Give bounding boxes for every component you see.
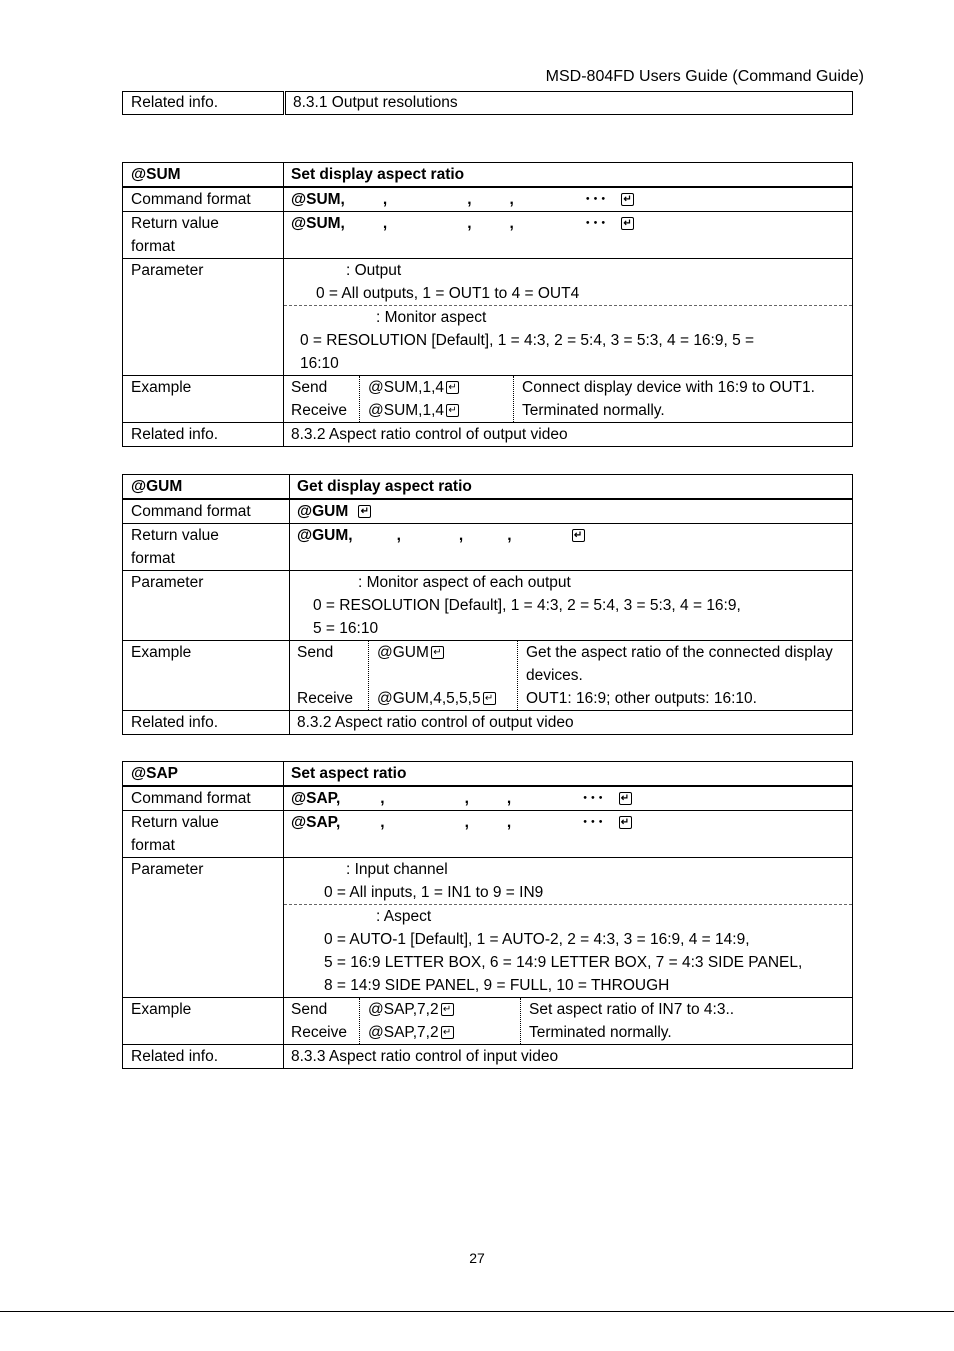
example-label: Example — [123, 998, 284, 1045]
sum-command-table — [122, 162, 853, 447]
return-format: @SUM, , , , ･･･ ↵ — [284, 212, 853, 259]
return-key-icon: ↵ — [572, 529, 585, 542]
parameter-label: Parameter — [123, 858, 284, 998]
command-name: @SUM — [123, 163, 284, 188]
command-format-label: Command format — [123, 499, 290, 524]
return-key-icon: ↵ — [358, 505, 371, 518]
top-related-table — [122, 91, 853, 115]
sap-command-table — [122, 761, 853, 1069]
return-key-icon: ↵ — [441, 1003, 454, 1016]
return-key-icon: ↵ — [446, 381, 459, 394]
footer-rule — [0, 1311, 954, 1312]
gum-command-table — [122, 474, 853, 735]
parameter-desc: : Monitor aspect of each output 0 = RESOLUTION [Default], 1 = 4:3, 2 = 5:4, 3 = 5:3, 4 = 16:9, 5 = 16:10 — [290, 571, 853, 641]
return-key-icon: ↵ — [621, 217, 634, 230]
related-value: 8.3.2 Aspect ratio control of output video — [284, 423, 853, 447]
related-label: Related info. — [123, 1045, 284, 1069]
parameter-label: Parameter — [123, 571, 290, 641]
example-rows: Send Receive @GUM ↵ @GUM,4,5,5,5 ↵ Get the aspect ratio of the connected display devices. OUT1: 16:9; other outputs: 16:10. — [297, 641, 852, 710]
command-format: @GUM ↵ — [290, 499, 853, 524]
return-format: @GUM, , , , ↵ — [290, 524, 853, 571]
command-title: Set aspect ratio — [284, 762, 853, 787]
related-label: Related info. — [123, 423, 284, 447]
return-key-icon: ↵ — [619, 816, 632, 829]
parameter-label: Parameter — [123, 259, 284, 376]
command-format: @SUM, , , , ･･･ ↵ — [284, 187, 853, 212]
page-number: 27 — [469, 1250, 485, 1266]
command-format-label: Command format — [123, 786, 284, 811]
command-format-label: Command format — [123, 187, 284, 212]
related-label: Related info. — [123, 92, 285, 115]
command-title: Get display aspect ratio — [290, 475, 853, 500]
command-title: Set display aspect ratio — [284, 163, 853, 188]
return-key-icon: ↵ — [446, 404, 459, 417]
command-format: @SAP, , , , ･･･ ↵ — [284, 786, 853, 811]
related-label: Related info. — [123, 711, 290, 735]
related-value: 8.3.2 Aspect ratio control of output video — [290, 711, 853, 735]
example-label: Example — [123, 376, 284, 423]
example-rows: Send Receive @SAP,7,2 ↵ @SAP,7,2 ↵ Set aspect ratio of IN7 to 4:3.. Terminated normally. — [291, 998, 852, 1044]
return-key-icon: ↵ — [483, 692, 496, 705]
parameter-desc: : Input channel 0 = All inputs, 1 = IN1 to 9 = IN9 : Aspect 0 = AUTO-1 [Default], 1 = AUTO-2, 2 = 4:3, 3 = 16:9, 4 = 14:9, 5 = 16:9 LETTER BOX, 6 = 14:9 LETTER BOX, 7 = 4:3 SIDE PANEL, 8 = 14:9 SIDE PANEL, 9 = FULL, 10 = THROUGH — [284, 858, 853, 998]
related-value: 8.3.1 Output resolutions — [285, 92, 853, 115]
related-value: 8.3.3 Aspect ratio control of input video — [284, 1045, 853, 1069]
return-key-icon: ↵ — [619, 792, 632, 805]
return-value-label: Return value format — [123, 212, 284, 259]
page-header: MSD-804FD Users Guide (Command Guide) — [545, 68, 864, 85]
example-label: Example — [123, 641, 290, 711]
parameter-desc: : Output 0 = All outputs, 1 = OUT1 to 4 = OUT4 : Monitor aspect 0 = RESOLUTION [Default], 1 = 4:3, 2 = 5:4, 3 = 5:3, 4 = 16:9, 5 = 16:10 — [284, 259, 853, 376]
example-rows: Send Receive @SUM,1,4 ↵ @SUM,1,4 ↵ Connect display device with 16:9 to OUT1. Terminated normally. — [291, 376, 852, 422]
command-name: @GUM — [123, 475, 290, 500]
return-key-icon: ↵ — [441, 1026, 454, 1039]
return-format: @SAP, , , , ･･･ ↵ — [284, 811, 853, 858]
return-value-label: Return value format — [123, 811, 284, 858]
command-name: @SAP — [123, 762, 284, 787]
return-value-label: Return value format — [123, 524, 290, 571]
return-key-icon: ↵ — [431, 646, 444, 659]
return-key-icon: ↵ — [621, 193, 634, 206]
